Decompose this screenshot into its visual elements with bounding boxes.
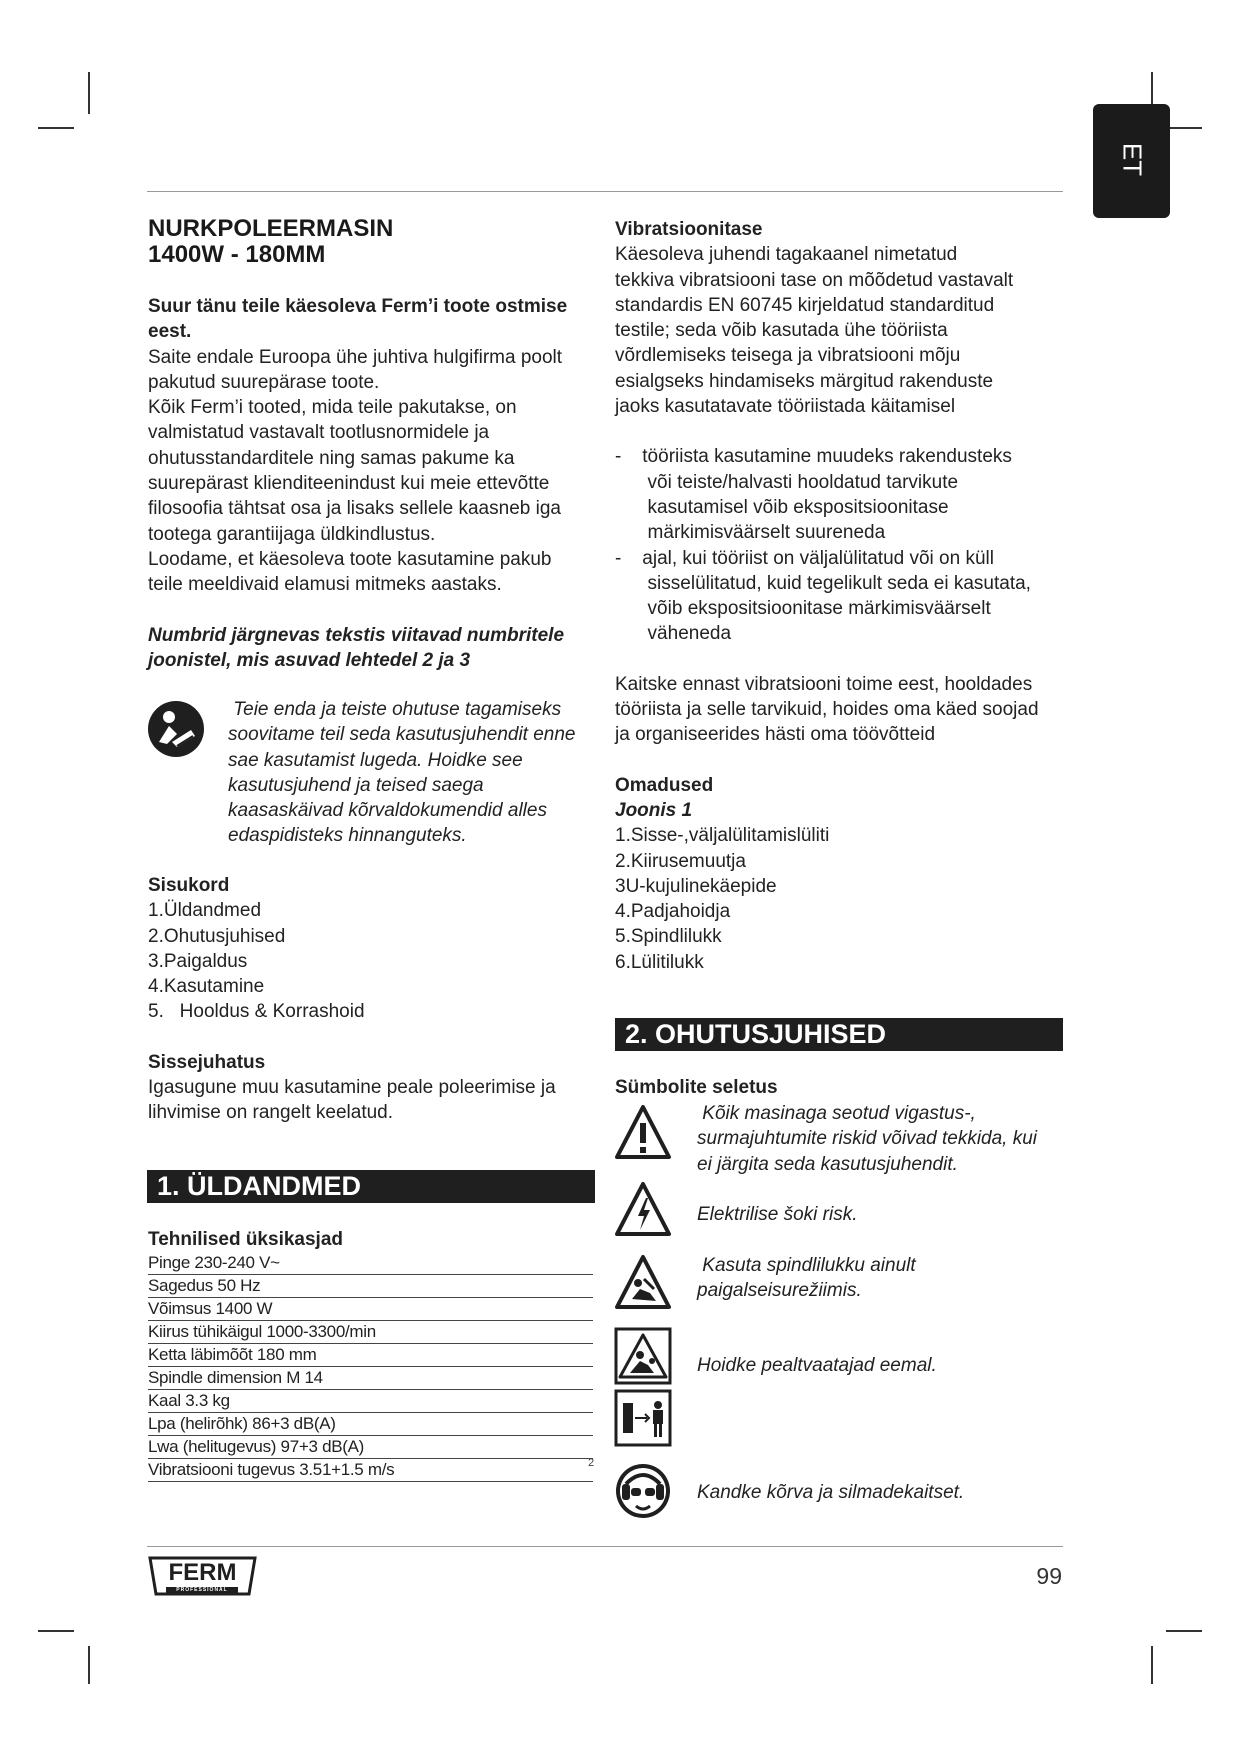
crop-mark bbox=[1166, 1630, 1202, 1632]
features-heading: Omadused bbox=[615, 774, 714, 796]
thanks-heading: Suur tänu teile käesoleva Ferm’i toote ostmise eest. bbox=[148, 296, 568, 343]
text-line: Kasuta spindlilukku ainult bbox=[697, 1255, 916, 1276]
spec-row: Pinge 230-240 V~ bbox=[148, 1253, 593, 1275]
spec-row: Lpa (helirõhk) 86+3 dB(A) bbox=[148, 1414, 593, 1436]
text-line: ohutusstandarditele ning samas pakume ka bbox=[148, 447, 515, 469]
spec-row: Lwa (helitugevus) 97+3 dB(A) bbox=[148, 1437, 593, 1459]
warning-triangle-icon bbox=[614, 1103, 672, 1161]
text-line: tööriista ja selle tarvikuid, hoides oma käed soojad bbox=[615, 699, 1039, 721]
numbers-note bbox=[148, 623, 596, 674]
toc-item: 5. Hooldus & Korrashoid bbox=[148, 1001, 365, 1023]
text-line: sisselülitatud, kuid tegelikult seda ei kasutata, bbox=[637, 572, 1031, 594]
footer-rule bbox=[147, 1546, 1063, 1547]
text-line: Kõik Ferm’i tooted, mida teile pakutakse, on bbox=[148, 397, 517, 419]
ferm-logo bbox=[148, 1556, 257, 1596]
text-line: võrdlemiseks teisega ja vibratsiooni mõju bbox=[615, 345, 961, 367]
spec-row: Vibratsiooni tugevus 3.51+1.5 m/s bbox=[148, 1460, 593, 1482]
vibration-heading: Vibratsioonitase bbox=[615, 219, 763, 240]
feature-item: 5.Spindlilukk bbox=[615, 926, 722, 948]
toc-item: 3.Paigaldus bbox=[148, 950, 248, 972]
crop-mark bbox=[88, 72, 90, 114]
text-line: Teie enda ja teiste ohutuse tagamiseks bbox=[228, 699, 562, 720]
text-line: teile meeldivaid elamusi mitmeks aastaks. bbox=[148, 574, 502, 596]
intro-heading: Sissejuhatus bbox=[148, 1051, 266, 1073]
toc-item: 1.Üldandmed bbox=[148, 900, 262, 922]
text-line: Igasugune muu kasutamine peale poleerimise ja bbox=[148, 1077, 556, 1099]
right-column bbox=[615, 217, 1070, 975]
text-line: Kõik masinaga seotud vigastus-, bbox=[697, 1103, 976, 1124]
text-line: kasutamisel võib ekspositsioonitase bbox=[637, 496, 949, 518]
text-line: Kaitske ennast vibratsiooni toime eest, hooldades bbox=[615, 673, 1033, 695]
text-line: võib ekspositsioonitase märkimisväärselt bbox=[637, 598, 991, 620]
symbol-desc-bystanders: Hoidke pealtvaatajad eemal. bbox=[697, 1355, 937, 1376]
text-line: esialgseks hindamiseks märgitud rakenduste bbox=[615, 370, 994, 392]
read-manual-icon bbox=[147, 700, 205, 758]
keep-bystanders-away-icon bbox=[614, 1327, 672, 1385]
crop-mark bbox=[38, 127, 74, 129]
page-number: 99 bbox=[1036, 1563, 1062, 1589]
text-line: tööriista kasutamine muudeks rakendusteks bbox=[637, 446, 1012, 468]
text-line: Numbrid järgnevas tekstis viitavad numbritele bbox=[148, 624, 565, 646]
text-line: kaasaskäivad kõrvaldokumendid alles bbox=[228, 800, 547, 822]
bullet-item bbox=[615, 444, 1070, 545]
text-line: surmajuhtumite riskid võivad tekkida, kui bbox=[697, 1128, 1038, 1150]
text-line: tootega garantiijaga üldkindlustus. bbox=[148, 523, 436, 545]
page-title-line2: 1400W - 180MM bbox=[148, 241, 326, 268]
text-line: Käesoleva juhendi tagakaanel nimetatud bbox=[615, 244, 958, 266]
feature-item: 6.Lülitilukk bbox=[615, 951, 704, 973]
left-column bbox=[148, 216, 596, 673]
ear-eye-protection-icon bbox=[614, 1462, 672, 1520]
text-line: väheneda bbox=[637, 623, 732, 645]
symbol-desc-general bbox=[697, 1101, 1067, 1177]
bullet-dash: - bbox=[615, 446, 622, 468]
text-line: testile; seda võib kasutada ühe tööriista bbox=[615, 320, 948, 342]
toc-heading: Sisukord bbox=[148, 875, 230, 896]
spec-row: Kiirus tühikäigul 1000-3300/min bbox=[148, 1322, 593, 1344]
spec-row: Ketta läbimõõt 180 mm bbox=[148, 1345, 593, 1367]
crop-mark bbox=[38, 1630, 74, 1632]
page-title-line1: NURKPOLEERMASIN bbox=[148, 215, 394, 242]
symbol-desc-protection: Kandke kõrva ja silmadekaitset. bbox=[697, 1482, 965, 1503]
header-rule bbox=[147, 191, 1063, 192]
text-line: pakutud suurepärase toote. bbox=[148, 371, 380, 393]
language-tab bbox=[1093, 104, 1170, 218]
spec-row: Kaal 3.3 kg bbox=[148, 1391, 593, 1413]
text-line: sae kasutamist lugeda. Hoidke see bbox=[228, 749, 523, 771]
text-line: paigalseisurežiimis. bbox=[697, 1280, 862, 1302]
text-line: soovitame teil seda kasutusjuhendit enne bbox=[228, 724, 576, 746]
text-line: filosoofia tähtsat osa ja lisaks sellele kaasneb iga bbox=[148, 498, 561, 520]
toc-section bbox=[148, 873, 596, 1126]
ferm-logo-text: FERM bbox=[168, 1559, 237, 1586]
toc-item: 4.Kasutamine bbox=[148, 976, 265, 998]
feature-item: 4.Padjahoidja bbox=[615, 901, 731, 923]
text-line: Loodame, et käesoleva toote kasutamine pakub bbox=[148, 548, 552, 570]
feature-item: 1.Sisse-,väljalülitamislüliti bbox=[615, 825, 830, 847]
features-figure-ref: Joonis 1 bbox=[615, 799, 693, 821]
electric-shock-icon bbox=[614, 1180, 672, 1238]
section2-header: 2. OHUTUSJUHISED bbox=[615, 1018, 1063, 1051]
manual-note bbox=[228, 697, 608, 849]
symbol-desc-shock: Elektrilise šoki risk. bbox=[697, 1204, 858, 1225]
text-line: tekkiva vibratsiooni tase on mõõdetud vastavalt bbox=[615, 269, 1014, 291]
tech-heading: Tehnilised üksikasjad bbox=[148, 1229, 344, 1250]
crop-mark bbox=[1166, 127, 1202, 129]
symbols-heading: Sümbolite seletus bbox=[615, 1077, 778, 1098]
text-line: ajal, kui tööriist on väljalülitatud või on küll bbox=[637, 547, 994, 569]
section1-header: 1. ÜLDANDMED bbox=[147, 1170, 595, 1203]
text-line: Saite endale Euroopa ühe juhtiva hulgifirma poolt bbox=[148, 346, 563, 368]
crop-mark bbox=[1151, 1646, 1153, 1684]
spec-superscript: 2 bbox=[588, 1457, 595, 1469]
text-line: lihvimise on rangelt keelatud. bbox=[148, 1102, 394, 1124]
spindle-lock-icon bbox=[614, 1253, 672, 1311]
language-tab-label: ET bbox=[1117, 142, 1148, 177]
spec-row: Sagedus 50 Hz bbox=[148, 1276, 593, 1298]
feature-item: 3U-kujulinekäepide bbox=[615, 875, 777, 897]
text-line: standardis EN 60745 kirjeldatud standarditud bbox=[615, 294, 995, 316]
bullet-dash: - bbox=[615, 547, 622, 569]
text-line: või teiste/halvasti hooldatud tarvikute bbox=[637, 471, 959, 493]
text-line: valmistatud vastavalt tootlusnormidele ja bbox=[148, 422, 490, 444]
distance-person-icon bbox=[614, 1389, 672, 1447]
text-line: ei järgita seda kasutusjuhendit. bbox=[697, 1153, 958, 1175]
toc-item: 2.Ohutusjuhised bbox=[148, 925, 286, 947]
bullet-item bbox=[615, 546, 1070, 647]
spec-row: Spindle dimension M 14 bbox=[148, 1368, 593, 1390]
ferm-logo-subtext: PROFESSIONAL bbox=[176, 1587, 228, 1593]
spec-row: Võimsus 1400 W bbox=[148, 1299, 593, 1321]
symbol-desc-spindle bbox=[697, 1253, 1067, 1304]
text-line: kasutusjuhend ja teised saega bbox=[228, 774, 484, 796]
crop-mark bbox=[88, 1646, 90, 1684]
text-line: ja organiseerides hästi oma töövõtteid bbox=[615, 724, 936, 746]
text-line: joonistel, mis asuvad lehtedel 2 ja 3 bbox=[148, 649, 471, 671]
intro-paragraph bbox=[148, 345, 596, 598]
text-line: märkimisväärselt suureneda bbox=[637, 522, 886, 544]
text-line: jaoks kasutatavate tööriistada käitamisel bbox=[615, 396, 956, 418]
text-line: edaspidisteks hinnanguteks. bbox=[228, 825, 467, 847]
feature-item: 2.Kiirusemuutja bbox=[615, 850, 746, 872]
text-line: suurepärast klienditeenindust kui meie ettevõtte bbox=[148, 473, 550, 495]
